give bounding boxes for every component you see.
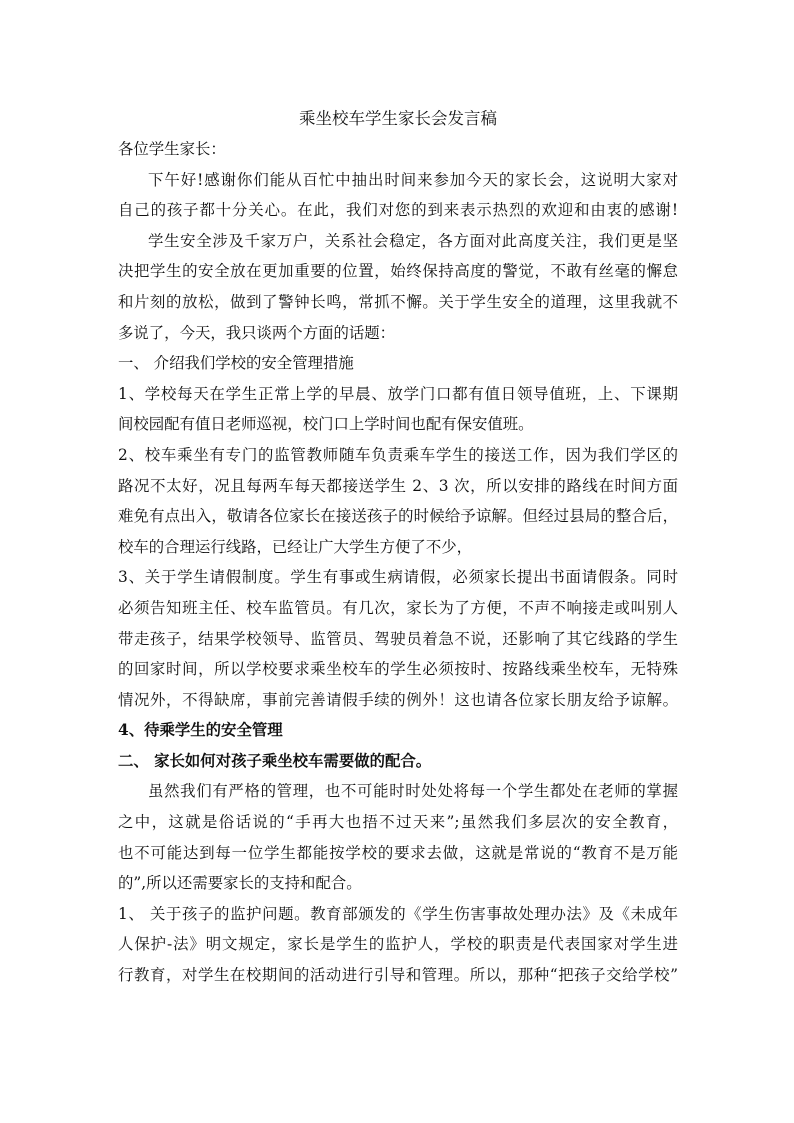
text-line: 校车的合理运行线路，已经让广大学生方便了不少，	[118, 537, 472, 556]
text-line: 4、待乘学生的安全管理	[118, 721, 283, 740]
text-line: 行教育，对学生在校期间的活动进行引导和管理。所以，那种“把孩子交给学校”	[118, 966, 678, 985]
text-line: 3、关于学生请假制度。学生有事或生病请假，必须家长提出书面请假条。同时	[118, 568, 678, 587]
text-line: 路况不太好，况且每两车每天都接送学生 2、3 次，所以安排的路线在时间方面	[118, 476, 678, 495]
text-line: 的回家时间，所以学校要求乘坐校车的学生必须按时、按路线乘坐校车，无特殊	[118, 660, 678, 679]
text-line: 间校园配有值日老师巡视，校门口上学时间也配有保安值班。	[118, 415, 534, 434]
text-line: 情况外，不得缺席，事前完善请假手续的例外！这也请各位家长朋友给予谅解。	[118, 690, 678, 709]
document-page	[118, 104, 678, 991]
text-line: 二、 家长如何对孩子乘坐校车需要做的配合。	[118, 751, 432, 770]
text-line: 和片刻的放松，做到了警钟长鸣，常抓不懈。关于学生安全的道理，这里我就不	[118, 292, 678, 311]
text-line: 带走孩子，结果学校领导、监管员、驾驶员着急不说，还影响了其它线路的学生	[118, 629, 678, 648]
text-line: 人保护-法》明文规定，家长是学生的监护人，学校的职责是代表国家对学生进	[118, 935, 678, 954]
text-line: 各位学生家长：	[118, 140, 226, 158]
text-line: 下午好!感谢你们能从百忙中抽出时间来参加今天的家长会，这说明大家对	[148, 170, 678, 189]
text-line: 虽然我们有严格的管理，也不可能时时处处将每一个学生都处在老师的掌握	[148, 782, 678, 801]
document-body	[118, 134, 678, 991]
text-line: 也不可能达到每一位学生都能按学校的要求去做，这就是常说的“教育不是万能	[118, 843, 678, 862]
text-line: 难免有点出入，敬请各位家长在接送孩子的时候给予谅解。但经过县局的整合后，	[118, 507, 678, 526]
text-line: 1、 关于孩子的监护问题。教育部颁发的《学生伤害事故处理办法》及《未成年	[118, 904, 678, 923]
text-line: 一、 介绍我们学校的安全管理措施	[118, 354, 354, 373]
text-line: 决把学生的安全放在更加重要的位置，始终保持高度的警觉，不敢有丝毫的懈怠	[118, 262, 678, 281]
text-line: 1、学校每天在学生正常上学的早晨、放学门口都有值日领导值班，上、下课期	[118, 384, 678, 403]
text-line: 必须告知班主任、校车监管员。有几次，家长为了方便，不声不响接走或叫别人	[118, 598, 678, 617]
document-title: 乘坐校车学生家长会发言稿	[299, 109, 497, 128]
text-line: 2、校车乘坐有专门的监管教师随车负责乘车学生的接送工作，因为我们学区的	[118, 445, 678, 464]
text-line: 的”,所以还需要家长的支持和配合。	[118, 874, 362, 893]
text-line: 学生安全涉及千家万户，关系社会稳定，各方面对此高度关注，我们更是坚	[148, 231, 678, 250]
text-line: 自己的孩子都十分关心。在此，我们对您的到来表示热烈的欢迎和由衷的感谢!	[118, 201, 678, 220]
text-line: 之中，这就是俗话说的“手再大也捂不过天来”;虽然我们多层次的安全教育，	[118, 813, 678, 832]
text-line: 多说了，今天，我只谈两个方面的话题：	[118, 323, 396, 342]
